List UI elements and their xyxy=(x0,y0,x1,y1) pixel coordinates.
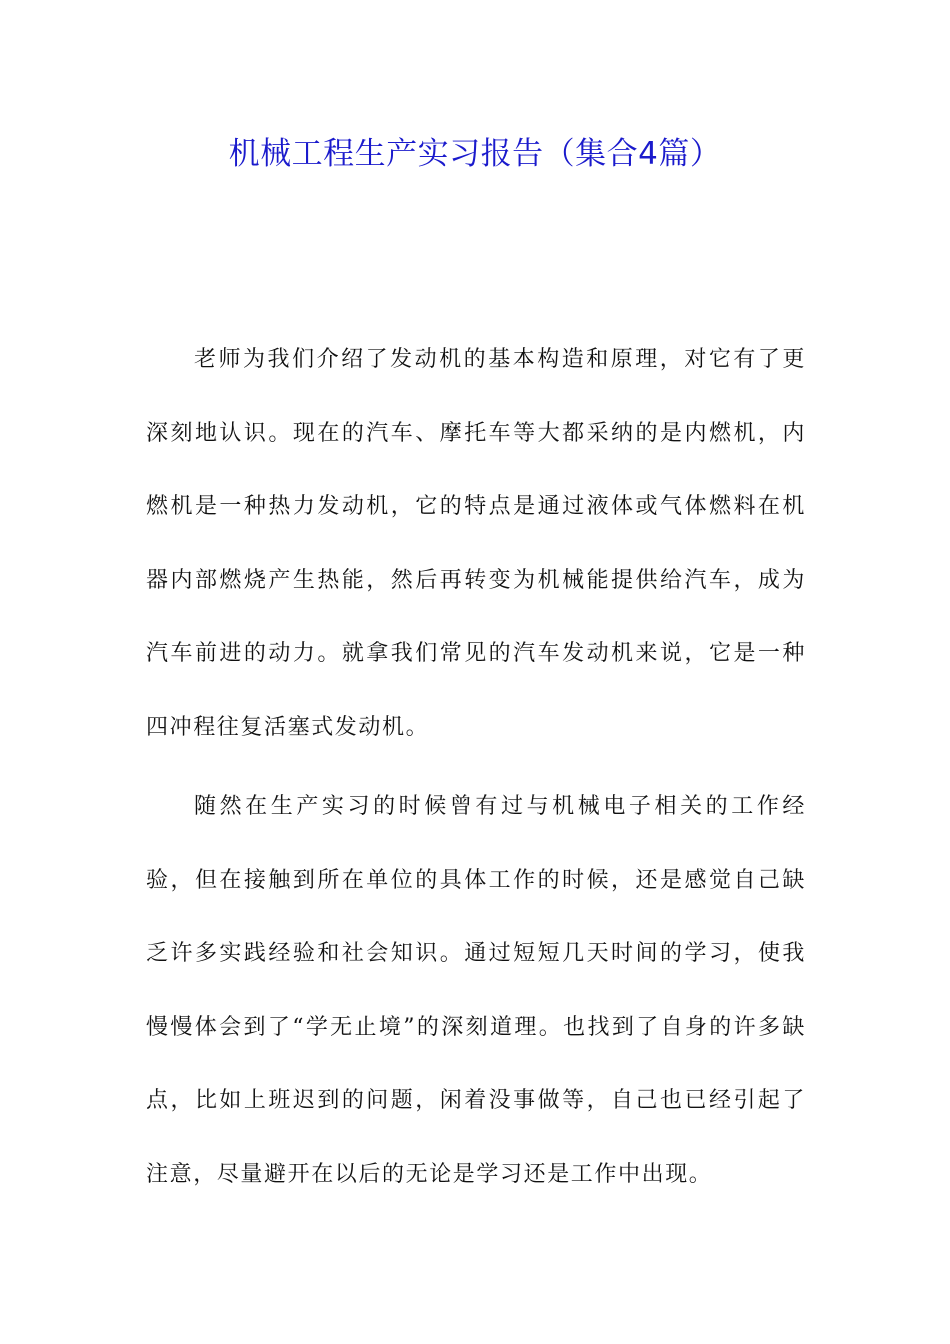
paragraph-1: 老师为我们介绍了发动机的基本构造和原理，对它有了更深刻地认识。现在的汽车、摩托车等大都采纳的是内燃机，内燃机是一种热力发动机，它的特点是通过液体或气体燃料在机器内部燃烧产生热能，然后再转变为机械能提供给汽车，成为汽车前进的动力。就拿我们常见的汽车发动机来说，它是一种四冲程往复活塞式发动机。 xyxy=(146,347,806,740)
document-title: 机械工程生产实习报告（集合4篇） xyxy=(228,136,722,172)
paragraph-2: 随然在生产实习的时候曾有过与机械电子相关的工作经验，但在接触到所在单位的具体工作的时候，还是感觉自己缺乏许多实践经验和社会知识。通过短短几天时间的学习，使我慢慢体会到了“学无止境”的深刻道理。也找到了自身的许多缺点，比如上班迟到的问题，闲着没事做等，自己也已经引起了注意，尽量避开在以后的无论是学习还是工作中出现。 xyxy=(146,794,806,1187)
